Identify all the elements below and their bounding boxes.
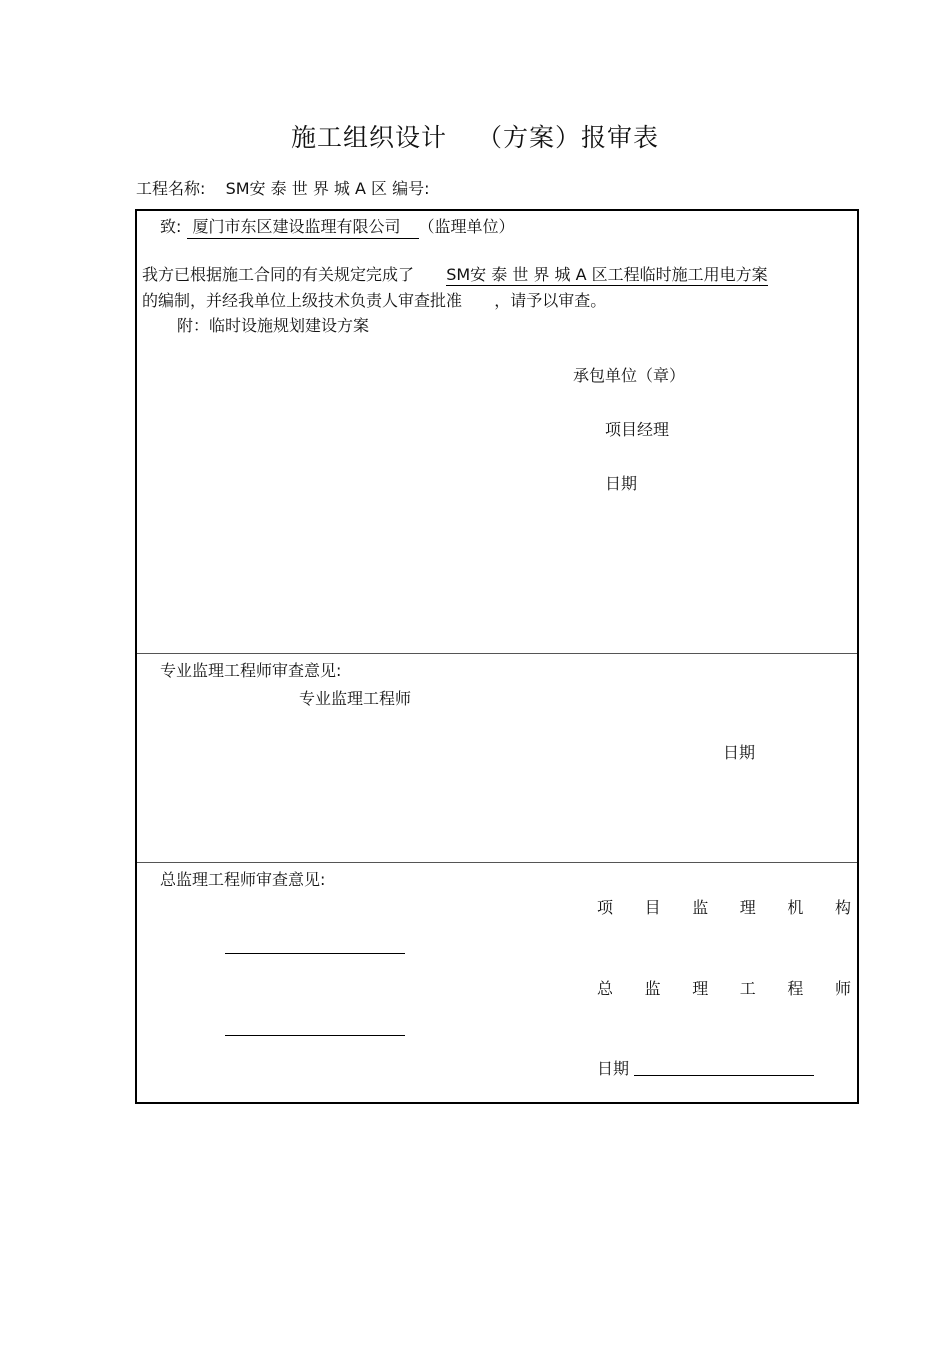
org-char: 目 xyxy=(644,898,661,917)
document-title xyxy=(0,118,950,154)
project-name: SM安 泰 世 界 城 A 区 xyxy=(225,179,388,198)
to-company: 厦门市东区建设监理有限公司 xyxy=(187,214,419,239)
chief-char: 理 xyxy=(692,979,709,998)
project-manager-label: 项目经理 xyxy=(605,420,670,439)
section2-date-label: 日期 xyxy=(723,743,756,762)
body-project: SM安 泰 世 界 城 A 区 xyxy=(446,265,608,284)
title-main: 施工组织设计 xyxy=(290,123,447,152)
section1-date-label: 日期 xyxy=(605,474,638,493)
to-suffix: （监理单位） xyxy=(418,217,515,236)
body-prefix: 我方已根据施工合同的有关规定完成了 xyxy=(142,265,415,284)
org-signature-blank[interactable] xyxy=(225,939,405,954)
chief-char: 监 xyxy=(644,979,661,998)
title-paren: （方案）报审表 xyxy=(477,123,660,152)
specialist-review-heading: 专业监理工程师审查意见: xyxy=(160,661,342,680)
org-char: 理 xyxy=(739,898,756,917)
number-label: 编号: xyxy=(392,179,430,198)
body-line-1 xyxy=(142,262,768,285)
section-divider-2 xyxy=(137,862,857,863)
addressee-line xyxy=(160,214,515,239)
chief-char: 程 xyxy=(787,979,804,998)
org-char: 监 xyxy=(692,898,709,917)
project-label: 工程名称: xyxy=(136,179,206,198)
org-char: 项 xyxy=(597,898,614,917)
chief-char: 工 xyxy=(739,979,756,998)
chief-char: 师 xyxy=(834,979,851,998)
project-line xyxy=(136,176,430,199)
chief-signature-blank[interactable] xyxy=(225,1021,405,1036)
body-line-2 xyxy=(142,288,606,311)
review-form-table xyxy=(135,209,859,1104)
chief-review-heading: 总监理工程师审查意见: xyxy=(160,870,326,889)
body-item: 工程临时施工用电方案 xyxy=(607,265,768,284)
body-line2b: ，请予以审查。 xyxy=(494,291,607,310)
section3-date-row xyxy=(597,1056,814,1079)
to-label: 致: xyxy=(160,217,182,236)
org-char: 构 xyxy=(834,898,851,917)
section-divider-1 xyxy=(137,653,857,654)
chief-char: 总 xyxy=(597,979,614,998)
contractor-seal-label: 承包单位（章） xyxy=(573,366,686,385)
supervision-org-label xyxy=(597,895,851,918)
org-char: 机 xyxy=(787,898,804,917)
date-blank[interactable] xyxy=(634,1061,814,1076)
body-project-underlined xyxy=(446,265,767,286)
section3-date-label: 日期 xyxy=(597,1059,630,1078)
attachment-note: 附：临时设施规划建设方案 xyxy=(177,316,370,335)
body-line2a: 的编制，并经我单位上级技术负责人审查批准 xyxy=(142,291,463,310)
chief-engineer-label xyxy=(597,976,851,999)
specialist-engineer-label: 专业监理工程师 xyxy=(299,689,412,708)
